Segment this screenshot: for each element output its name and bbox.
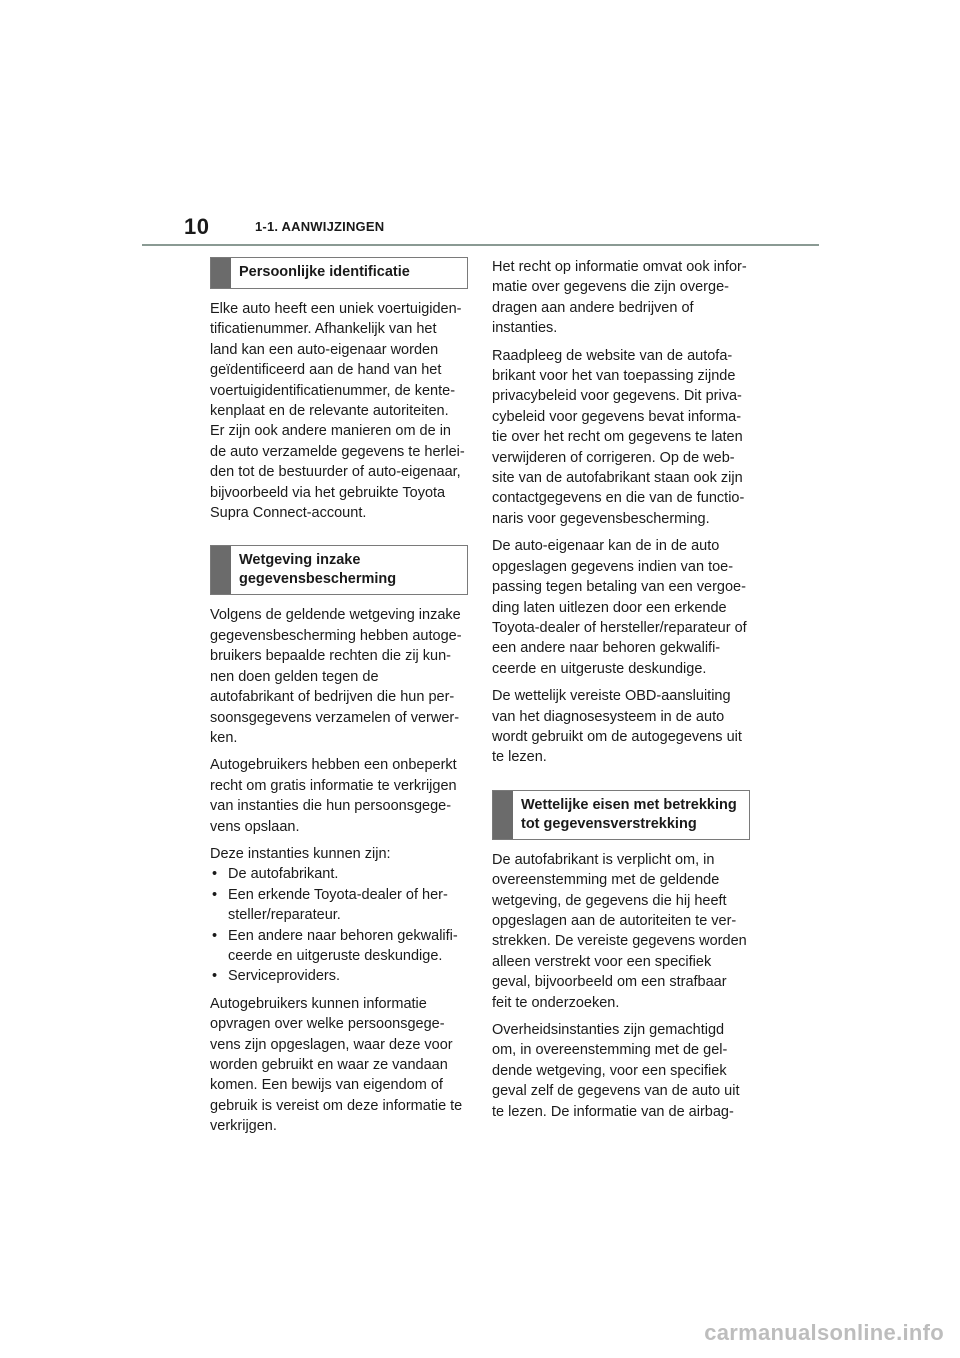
paragraph: Deze instanties kunnen zijn:	[210, 845, 391, 862]
heading-text: Wettelijke eisen met betrekking tot gegevensverstrekking	[521, 796, 737, 832]
section-title: 1-1. AANWIJZINGEN	[255, 219, 385, 234]
paragraph: Het recht op informatie omvat ook infor- matie over gegevens die zijn overge- dragen aan andere bedrijven of instanties.	[492, 259, 747, 337]
bullet-icon: •	[212, 886, 218, 903]
heading-bar	[493, 791, 513, 839]
paragraph: De autofabrikant is verplicht om, in overeenstemming met de geldende wetgeving, de gegevens die hij heeft opgeslagen aan de autoriteiten te ver- strekken. De vereiste gegevens worden alleen verstrekt voor een specifiek geval, bijvoorbeeld om een strafbaar feit te onderzoeken.	[492, 851, 747, 1011]
heading-wetgeving	[210, 545, 468, 595]
heading-bar	[211, 546, 231, 594]
list-item-text: Een andere naar behoren gekwalifi- ceerde en uitgeruste deskundige.	[228, 927, 458, 964]
paragraph: De wettelijk vereiste OBD-aansluiting van het diagnosesysteem in de auto wordt gebruikt om de autogegevens uit te lezen.	[492, 688, 742, 766]
right-column	[492, 257, 750, 1129]
paragraph: Overheidsinstanties zijn gemachtigd om, in overeenstemming met de gel- dende wetgeving, voor een specifiek geval zelf de gegevens van de auto uit te lezen. De informatie van de airbag-	[492, 1022, 740, 1120]
list-item	[210, 864, 468, 884]
paragraph: Elke auto heeft een uniek voertuigiden- tificatienummer. Afhankelijk van het land kan een auto-eigenaar worden geïdentificeerd aan de hand van het voertuigidentificatienummer, de kente- kenplaat en de relevante autoriteiten. Er zijn ook andere manieren om de in de auto verzamelde gegevens te herlei- den tot de bestuurder of auto-eigenaar, bijvoorbeeld via het gebruikte Toyota Supra Connect-account.	[210, 301, 465, 522]
heading-text: Persoonlijke identificatie	[239, 264, 410, 280]
heading-text: Wetgeving inzake gegevensbescherming	[239, 552, 397, 588]
heading-persoonlijke-identificatie	[210, 257, 468, 289]
heading-bar	[211, 258, 231, 288]
list-item	[210, 885, 468, 926]
list-item-text: De autofabrikant.	[228, 866, 339, 883]
page-number: 10	[184, 214, 210, 239]
bullet-icon: •	[212, 866, 218, 883]
paragraph: Autogebruikers hebben een onbeperkt recht om gratis informatie te verkrijgen van instanties die hun persoonsgege- vens opslaan.	[210, 757, 457, 835]
watermark: carmanualsonline.info	[704, 1320, 944, 1345]
bullet-icon: •	[212, 927, 218, 944]
paragraph: Volgens de geldende wetgeving inzake gegevensbescherming hebben autoge- bruikers bepaalde rechten die zij kun- nen doen gelden tegen de autofabrikant of bedrijven die hun per- soonsgegevens verzamelen of verwer- ken.	[210, 607, 462, 746]
list-item-text: Serviceproviders.	[228, 968, 341, 985]
list-item-text: Een erkende Toyota-dealer of her- steller/reparateur.	[228, 886, 448, 924]
heading-wettelijke-eisen	[492, 790, 750, 840]
paragraph: Raadpleeg de website van de autofa- brikant voor het van toepassing zijnde privacybeleid voor gegevens. Dit priva- cybeleid voor gegevens bevat informa- tie over het recht om gegevens te laten verwijderen of corrigeren. Op de web- site van de autofabrikant staan ook zijn contactgegevens en die van de functio- naris voor gegevensbescherming.	[492, 347, 745, 527]
paragraph: Autogebruikers kunnen informatie opvragen over welke persoonsgege- vens zijn opgeslagen, waar deze voor worden gebruikt en waar ze vandaan komen. Een bewijs van eigendom of gebruik is vereist om deze informatie te verkrijgen.	[210, 995, 463, 1135]
left-column	[210, 257, 468, 1144]
paragraph: De auto-eigenaar kan de in de auto opgeslagen gegevens indien van toe- passing tegen betaling van een vergoe- ding laten uitlezen door een erkende Toyota-dealer of hersteller/reparateur of een andere naar behoren gekwalifi- ceerde en uitgeruste deskundige.	[492, 538, 747, 677]
header-rule	[142, 244, 819, 246]
bullet-icon: •	[212, 968, 218, 985]
list-item	[210, 926, 468, 967]
bullet-list	[210, 864, 468, 986]
list-item	[210, 966, 468, 986]
